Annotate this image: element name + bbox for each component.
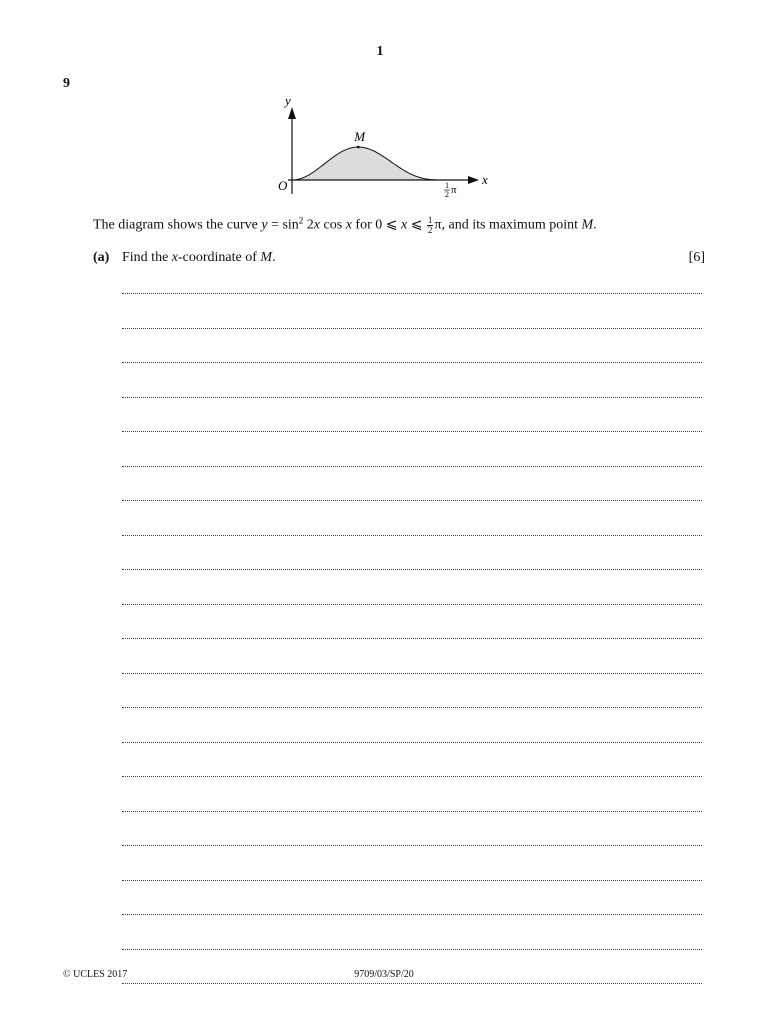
answer-line[interactable] [122,397,702,399]
endpoint-pi: π [451,184,457,196]
endpoint-numerator: 1 [445,181,449,190]
answer-line[interactable] [122,431,702,433]
origin-label: O [278,178,288,193]
answer-line[interactable] [122,569,702,571]
answer-line[interactable] [122,638,702,640]
answer-line[interactable] [122,362,702,364]
answer-line[interactable] [122,880,702,882]
answer-line[interactable] [122,742,702,744]
part-a-marks: [6] [688,250,705,265]
answer-line[interactable] [122,845,702,847]
answer-line[interactable] [122,673,702,675]
footer-copyright: © UCLES 2017 [63,969,128,980]
part-a-label: (a) [93,250,110,265]
question-intro: The diagram shows the curve $y = \sin^2 2x$ cos x for 0 ⩽ x ⩽ $\frac{1}{2}$ π, and its maximum point M. [93,215,597,235]
answer-lines [122,293,702,1018]
y-axis-arrow [288,107,296,119]
answer-line[interactable] [122,500,702,502]
answer-line[interactable] [122,811,702,813]
answer-line[interactable] [122,776,702,778]
footer-code: 9709/03/SP/20 [354,969,414,980]
answer-line[interactable] [122,535,702,537]
part-a-text: Find the x-coordinate of M. [122,250,276,265]
x-axis-label: x [482,172,488,187]
answer-line[interactable] [122,293,702,295]
answer-line[interactable] [122,983,702,985]
question-number: 9 [63,76,70,91]
page-number: 1 [376,44,384,59]
shaded-region [292,147,444,180]
answer-line[interactable] [122,707,702,709]
endpoint-denominator: 2 [445,190,449,199]
half-fraction: $\frac{1}{2}$ [427,215,433,235]
answer-line[interactable] [122,914,702,916]
answer-line[interactable] [122,604,702,606]
max-point-marker [357,146,360,149]
curve-diagram [268,92,498,204]
x-axis-arrow [468,176,479,184]
y-axis-label: y [285,93,291,108]
max-point-label: M [354,129,366,144]
answer-line[interactable] [122,949,702,951]
answer-line[interactable] [122,466,702,468]
answer-line[interactable] [122,328,702,330]
